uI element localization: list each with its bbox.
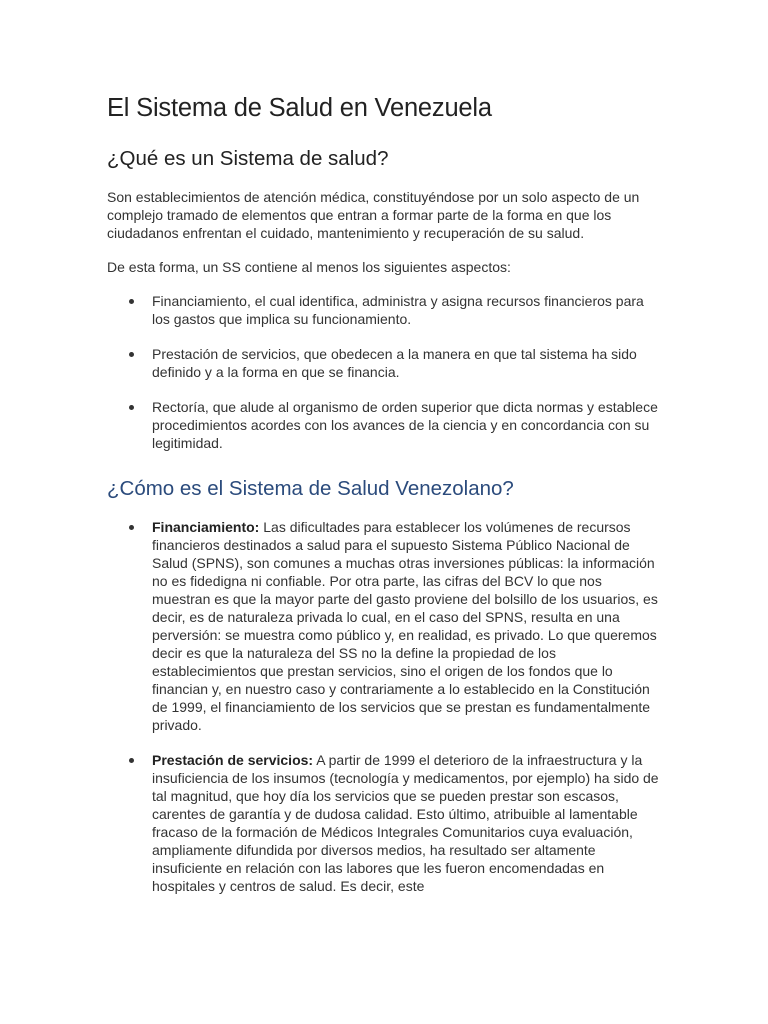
document-title: El Sistema de Salud en Venezuela: [107, 94, 492, 122]
list-item-term: Financiamiento:: [152, 519, 260, 535]
list-item-term: Prestación de servicios:: [152, 752, 314, 768]
list-item: [107, 518, 663, 734]
section-heading-como-es: ¿Cómo es el Sistema de Salud Venezolano?: [107, 477, 514, 500]
list-item-text: Prestación de servicios, que obedecen a la manera en que tal sistema ha sido definido y a la forma en que se financia.: [152, 346, 637, 380]
venezuela-aspects-list: [107, 518, 663, 895]
bullet-icon: [129, 405, 134, 410]
list-item: [107, 398, 663, 452]
bullet-icon: [129, 758, 134, 763]
list-item-text: Rectoría, que alude al organismo de orden superior que dicta normas y establece procedimientos acordes con los avances de la ciencia y en concordancia con su legitimidad.: [152, 399, 658, 451]
paragraph-aspects-intro: De esta forma, un SS contiene al menos los siguientes aspectos:: [107, 259, 511, 275]
list-item: [107, 292, 663, 328]
list-item-text: Las dificultades para establecer los volúmenes de recursos financieros destinados a salud para el supuesto Sistema Público Nacional de Salud (SPNS), son comunes a muchas otras inversiones públicas: la información no es fidedigna ni confiable. Por otra parte, las cifras del BCV lo que nos muestran es que la mayor parte del gasto proviene del bolsillo de los usuarios, es decir, es de naturaleza privada lo cual, en el caso del SPNS, resulta en una perversión: se muestra como público y, en realidad, es privado. Lo que queremos decir es que la naturaleza del SS no la define la propiedad de los establecimientos que prestan servicios, sino el origen de los fondos que lo financian y, en nuestro caso y contrariamente a lo establecido en la Constitución de 1999, el financiamiento de los servicios que se prestan es fundamentalmente privado.: [152, 519, 658, 733]
list-item-text: Financiamiento, el cual identifica, administra y asigna recursos financieros para los gastos que implica su funcionamiento.: [152, 293, 644, 327]
section-heading-que-es: ¿Qué es un Sistema de salud?: [107, 147, 389, 170]
paragraph-definition: Son establecimientos de atención médica, constituyéndose por un solo aspecto de un complejo tramado de elementos que entran a formar parte de la forma en que los ciudadanos enfrentan el cuidado, mantenimiento y recuperación de su salud.: [107, 189, 640, 241]
list-item: [107, 345, 663, 381]
bullet-icon: [129, 299, 134, 304]
document-page: [107, 92, 663, 912]
aspects-list: [107, 292, 663, 452]
list-item-text: A partir de 1999 el deterioro de la infraestructura y la insuficiencia de los insumos (tecnología y medicamentos, por ejemplo) ha sido de tal magnitud, que hoy día los servicios que se pueden prestar son escasos, carentes de garantía y de dudosa calidad. Esto último, atribuible al lamentable fracaso de la formación de Médicos Integrales Comunitarios cuya evaluación, ampliamente difundida por diversos medios, ha resultado ser altamente insuficiente en relación con las labores que les fueron encomendadas en hospitales y centros de salud. Es decir, este: [152, 752, 659, 894]
list-item: [107, 751, 663, 895]
bullet-icon: [129, 525, 134, 530]
bullet-icon: [129, 352, 134, 357]
